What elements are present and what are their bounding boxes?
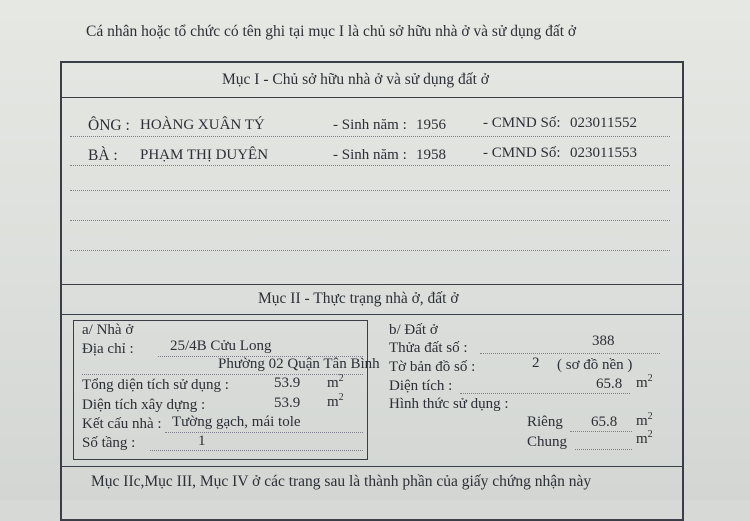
divider — [60, 97, 684, 98]
map-label: Tờ bản đồ số : — [389, 359, 476, 375]
shared-unit: $m^2$ — [636, 429, 653, 447]
private-value: 65.8 — [591, 414, 618, 430]
parcel-value: 388 — [592, 333, 615, 349]
divider — [60, 284, 684, 285]
owner2-prefix: BÀ : — [88, 147, 118, 164]
divider — [60, 466, 684, 467]
owner2-id-label: - CMND Số: — [483, 145, 561, 161]
owner1-prefix: ÔNG : — [88, 117, 130, 134]
intro-text: Cá nhân hoặc tổ chức có tên ghi tại mục I là chủ sở hữu nhà ở và sử dụng đất ở — [86, 23, 577, 40]
total-area-label: Tổng diện tích sử dụng : — [82, 377, 229, 393]
private-unit: $m^2$ — [636, 411, 653, 429]
parcel-label: Thửa đất số : — [389, 340, 468, 356]
divider — [60, 314, 684, 315]
dotted-line — [150, 450, 363, 451]
address-line1: 25/4B Cửu Long — [170, 338, 272, 354]
usage-label: Hình thức sử dụng : — [389, 396, 509, 412]
owner2-birth-label: - Sinh năm : — [333, 147, 407, 163]
owner1-birth: 1956 — [416, 117, 446, 133]
owner1-name: HOÀNG XUÂN TÝ — [140, 117, 265, 133]
build-area-value: 53.9 — [274, 395, 301, 411]
house-heading: a/ Nhà ở — [82, 322, 134, 338]
build-area-label: Diện tích xây dựng : — [82, 397, 206, 413]
dotted-line — [70, 250, 670, 251]
dotted-line — [82, 374, 363, 375]
owner2-id: 023011553 — [570, 145, 637, 161]
section1-title: Mục I - Chủ sở hữu nhà ở và sử dụng đất ở — [222, 71, 489, 88]
owner2-name: PHẠM THỊ DUYÊN — [140, 147, 269, 163]
dotted-line — [575, 449, 632, 450]
structure-value: Tường gạch, mái tole — [172, 414, 301, 430]
build-area-unit: $m^2$ — [327, 392, 344, 410]
dotted-line — [460, 393, 630, 394]
owner1-id: 023011552 — [570, 115, 637, 131]
land-area-unit: $m^2$ — [636, 373, 653, 391]
map-note: ( sơ đồ nền ) — [557, 357, 633, 373]
shared-label: Chung — [527, 434, 568, 450]
section2-title: Mục II - Thực trạng nhà ở, đất ở — [258, 290, 459, 307]
owner2-birth: 1958 — [416, 147, 446, 163]
owner1-birth-label: - Sinh năm : — [333, 117, 407, 133]
structure-label: Kết cấu nhà : — [82, 416, 162, 432]
footer-note: Mục IIc,Mục III, Mục IV ở các trang sau là thành phần của giấy chứng nhận này — [91, 473, 592, 490]
address-line2: Phường 02 Quận Tân Bình — [218, 356, 380, 372]
floors-label: Số tầng : — [82, 435, 136, 451]
private-label: Riêng — [527, 414, 563, 430]
dotted-line — [70, 220, 670, 221]
dotted-line — [70, 136, 670, 137]
total-area-value: 53.9 — [274, 375, 301, 391]
land-area-value: 65.8 — [596, 376, 623, 392]
land-area-label: Diện tích : — [389, 378, 453, 394]
land-heading: b/ Đất ở — [389, 322, 438, 338]
dotted-line — [165, 432, 363, 433]
total-area-unit: $m^2$ — [327, 373, 344, 391]
map-value: 2 — [532, 355, 540, 371]
dotted-line — [70, 165, 670, 166]
dotted-line — [70, 190, 670, 191]
dotted-line — [480, 353, 660, 354]
floors-value: 1 — [198, 433, 206, 449]
dotted-line — [570, 431, 632, 432]
owner1-id-label: - CMND Số: — [483, 115, 561, 131]
address-label: Địa chỉ : — [82, 341, 134, 357]
